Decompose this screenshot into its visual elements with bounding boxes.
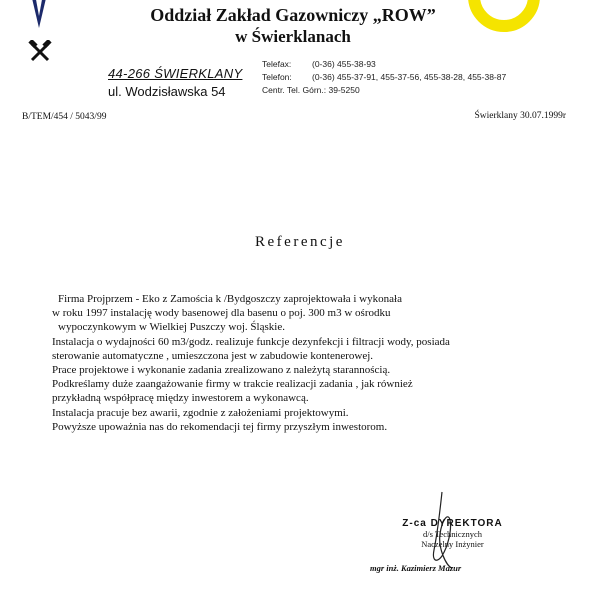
letter-body [52, 292, 558, 434]
contact-mining-phone [262, 84, 506, 97]
hammers-icon [28, 40, 52, 64]
body-line: Instalacja o wydajności 60 m3/godz. realizuje funkcje dezynfekcji i filtracji wody, posiada [52, 335, 450, 348]
reference-number: B/TEM/454 / 5043/99 [22, 112, 107, 122]
contact-phone [262, 71, 506, 84]
contact-label: Telefon: [262, 72, 292, 82]
body-line: Powyższe upoważnia nas do rekomendacji tej firmy przyszłym inwestorom. [52, 420, 388, 433]
contact-value: (0-36) 455-37-91, 455-37-56, 455-38-28, 455-38-87 [312, 72, 507, 82]
body-line: Firma Projprzem - Eko z Zamościa k /Bydgoszczy zaprojektowała i wykonała [58, 293, 402, 305]
contact-fax [262, 58, 506, 71]
yellow-ring-logo-icon [468, 0, 540, 32]
street-address: ul. Wodzisławska 54 [108, 84, 226, 99]
signature-block [380, 518, 525, 549]
signer-role: Naczelny Inżynier [421, 539, 484, 549]
contact-label: Centr. Tel. Górn.: [262, 85, 327, 95]
body-line: przykładną współpracę między inwestorem a wykonawcą. [52, 392, 309, 405]
contact-label: Telefax: [262, 59, 292, 69]
postal-address: 44-266 ŚWIERKLANY [108, 66, 243, 81]
signer-position: Z-ca DYREKTORA [402, 518, 503, 529]
body-line: Podkreślamy duże zaangażowanie firmy w trakcie realizacji zadania , jak również [52, 378, 413, 391]
signer-name: mgr inż. Kazimierz Mazur [370, 563, 462, 573]
body-line: sterowanie automatyczne , umieszczona jest w zabudowie kontenerowej. [52, 349, 374, 362]
contact-block [262, 58, 506, 97]
letter-date: Świerklany 30.07.1999r [474, 111, 566, 121]
body-line: wypoczynkowym w Wielkiej Puszczy woj. Śląskie. [58, 321, 285, 334]
body-line: w roku 1997 instalację wody basenowej dla basenu o poj. 300 m3 w ośrodku [52, 307, 391, 320]
body-line: Prace projektowe i wykonanie zadania zrealizowano z należytą starannością. [52, 364, 391, 377]
contact-value: 39-5250 [328, 85, 360, 95]
contact-value: (0-36) 455-38-93 [312, 59, 376, 69]
company-logo-icon [28, 0, 50, 30]
company-name: Oddział Zakład Gazowniczy „ROW” [150, 5, 436, 25]
company-location: w Świerklanach [235, 27, 351, 46]
body-line: Instalacja pracuje bez awarii, zgodnie z założeniami projektowymi. [52, 406, 349, 419]
signer-department: d/s Technicznych [423, 529, 482, 539]
document-title: Referencje [255, 234, 345, 250]
